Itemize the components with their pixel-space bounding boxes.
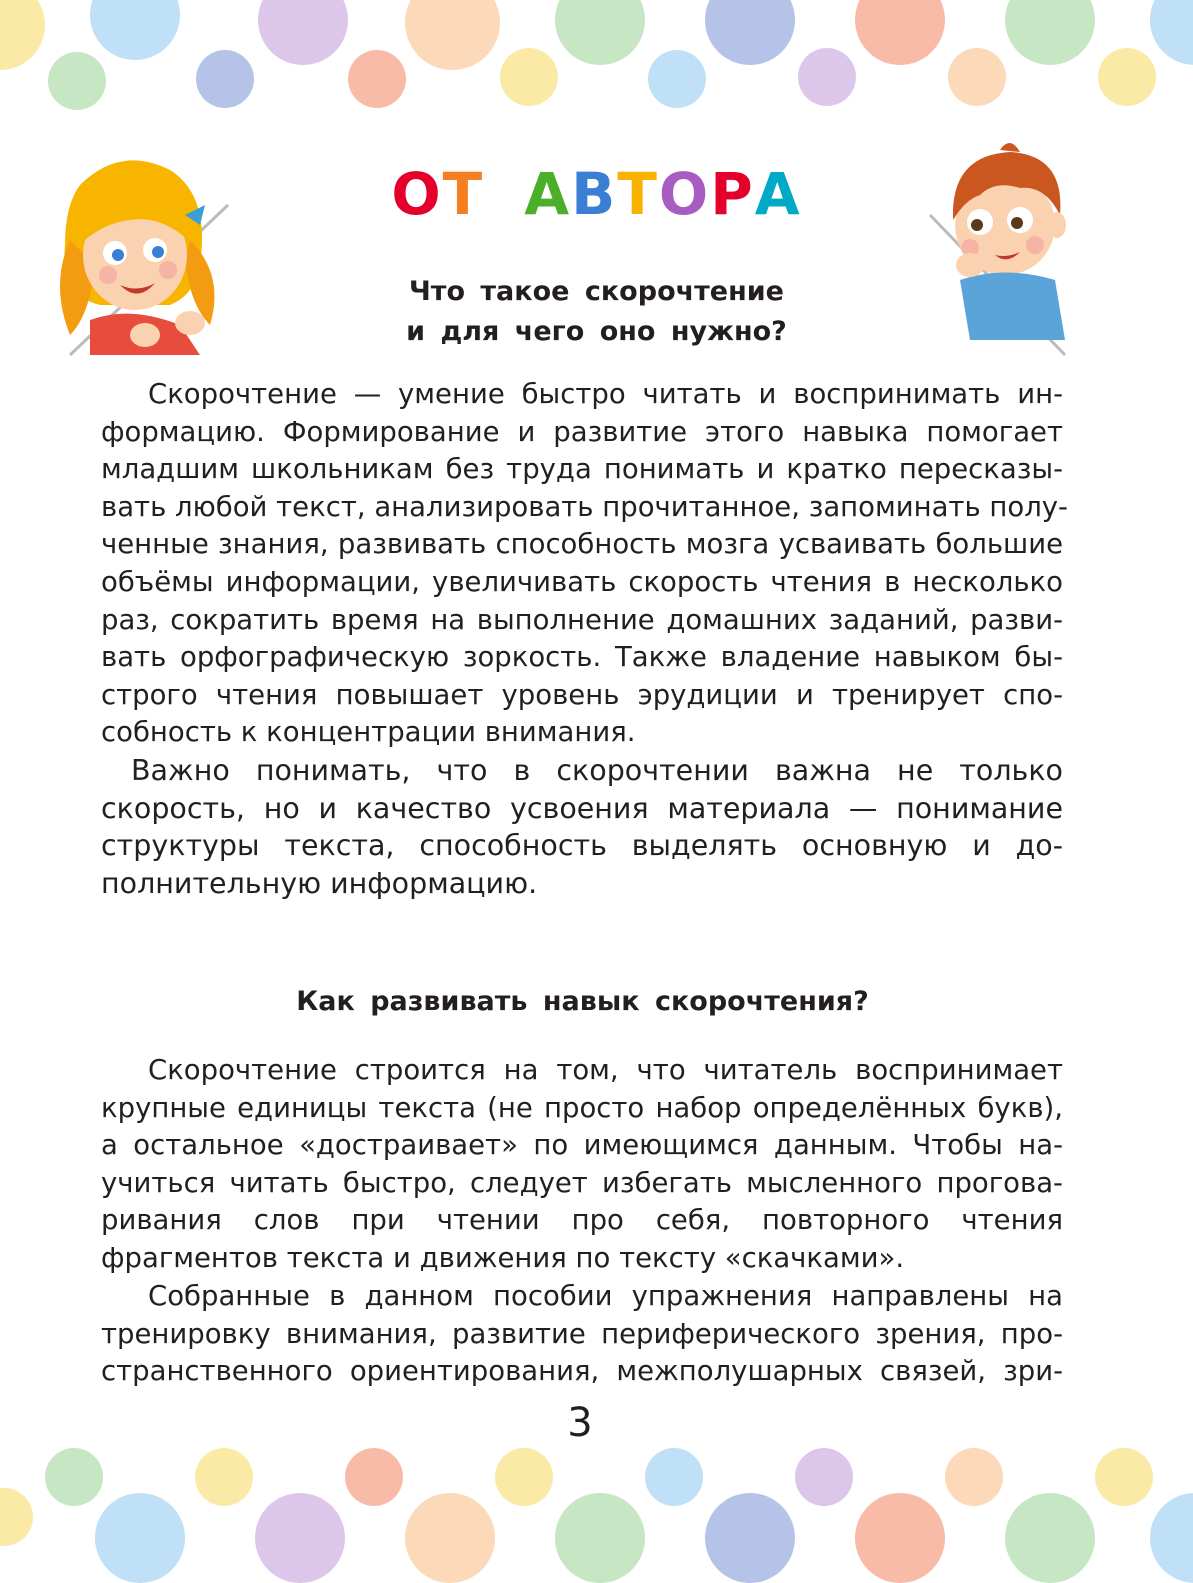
decor-dot [795, 1448, 853, 1506]
section2-heading: Как развивать навык скорочтения? [296, 986, 869, 1017]
text-line: скорость, но и качество усвоения материала — понимание [101, 791, 1063, 825]
title-letter: Т [442, 160, 485, 228]
decor-dot [948, 48, 1006, 106]
text-line: ривания слов при чтении про себя, повторного чтения [101, 1204, 1063, 1237]
decor-dot [196, 50, 254, 108]
text-line: ченные знания, развивать способность мозга усваивать большие [101, 528, 1063, 561]
decor-dot [1005, 1493, 1095, 1583]
decor-dot [855, 1493, 945, 1583]
text-line: Собранные в данном пособии упражнения направлены на [148, 1280, 1063, 1312]
section1-heading-line: Что такое скорочтение [408, 276, 784, 307]
text-line: собность к концентрации внимания. [101, 716, 636, 749]
decor-dot [405, 0, 500, 70]
decor-dot [95, 1493, 185, 1583]
section1-heading [90, 272, 1103, 352]
title-letter: А [524, 160, 572, 228]
decor-dot [1150, 0, 1193, 65]
title-letter: Т [617, 160, 659, 228]
decor-dot [1095, 1448, 1153, 1506]
bottom-dot-border [0, 1453, 1193, 1563]
text-line: полнительную информацию. [101, 866, 538, 900]
decor-dot [495, 1448, 553, 1506]
decor-dot [0, 0, 45, 70]
text-line: странственного ориентирования, межполушарных связей, зри- [101, 1355, 1063, 1388]
text-line: объёмы информации, увеличивать скорость чтения в несколько [101, 565, 1063, 598]
decor-dot [500, 48, 558, 106]
section1-paragraph1 [101, 376, 1068, 752]
top-dot-border [0, 0, 1193, 110]
section1-heading-line: и для чего оно нужно? [406, 316, 787, 347]
decor-dot [555, 1493, 645, 1583]
title-letter: О [658, 160, 711, 228]
text-line: строго чтения повышает уровень эрудиции и тренирует спо- [101, 678, 1063, 711]
decor-dot [1005, 0, 1095, 65]
title-letter: Р [710, 160, 755, 228]
text-line: структуры текста, способность выделять основную и до- [101, 829, 1063, 863]
decor-dot [48, 52, 106, 110]
text-line: учиться читать быстро, следует избегать мысленного прогова- [101, 1166, 1063, 1199]
text-line: формацию. Формирование и развитие этого навыка помогает [101, 415, 1063, 448]
text-line: вать любой текст, анализировать прочитанное, запоминать полу- [101, 490, 1068, 523]
title-letter: О [391, 160, 443, 228]
decor-dot [705, 0, 795, 65]
text-line: вать орфографическую зоркость. Также владение навыком бы- [101, 641, 1063, 674]
text-line: младшим школьникам без труда понимать и кратко пересказы- [101, 453, 1063, 486]
text-line: фрагментов текста и движения по тексту «скачками». [101, 1241, 905, 1274]
title-letter: В [571, 160, 618, 228]
decor-dot [345, 1448, 403, 1506]
decor-dot [855, 0, 945, 65]
decor-dot [555, 0, 645, 65]
text-line: тренировку внимания, развитие периферического зрения, про- [101, 1317, 1063, 1350]
decor-dot [645, 1448, 703, 1506]
text-line: а остальное «достраивает» по имеющимся данным. Чтобы на- [101, 1129, 1063, 1162]
section1-paragraph2 [101, 752, 1063, 902]
section2-paragraph2 [101, 1278, 1063, 1391]
text-line: Скорочтение строится на том, что читатель воспринимает [148, 1054, 1063, 1086]
decor-dot [258, 0, 348, 65]
page-title [0, 160, 1193, 228]
decor-dot [1150, 1493, 1193, 1583]
decor-dot [705, 1493, 795, 1583]
text-line: Скорочтение — умение быстро читать и воспринимать ин- [148, 378, 1063, 410]
decor-dot [255, 1493, 345, 1583]
decor-dot [405, 1493, 495, 1583]
decor-dot [1098, 48, 1156, 106]
decor-dot [90, 0, 180, 60]
page-number: 3 [567, 1400, 593, 1446]
decor-dot [45, 1448, 103, 1506]
decor-dot [0, 1488, 33, 1546]
decor-dot [195, 1448, 253, 1506]
decor-dot [648, 50, 706, 108]
decor-dot [798, 48, 856, 106]
text-line: раз, сократить время на выполнение домашних заданий, разви- [101, 603, 1063, 636]
text-line: крупные единицы текста (не просто набор определённых букв), [101, 1091, 1063, 1124]
decor-dot [945, 1448, 1003, 1506]
title-letter: А [754, 160, 802, 228]
decor-dot [348, 50, 406, 108]
section2-paragraph1 [101, 1052, 1063, 1278]
text-line: Важно понимать, что в скорочтении важна не только [131, 754, 1063, 787]
